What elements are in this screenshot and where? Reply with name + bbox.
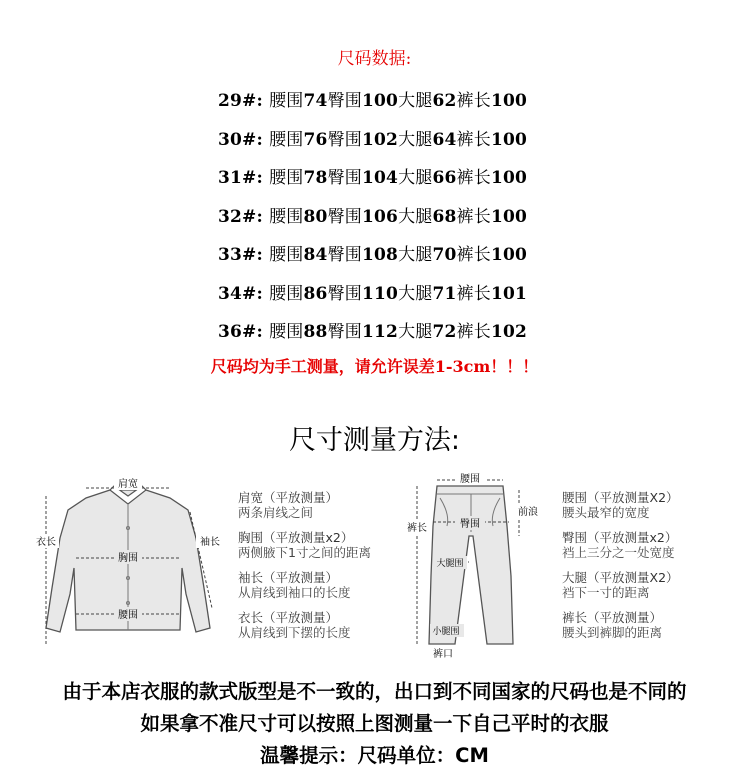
size-data-title: 尺码数据:	[337, 49, 412, 69]
size-row: 36#: 腰围88臀围112大腿72裤长102	[218, 322, 528, 342]
measurement-method-title: 尺寸测量方法:	[288, 425, 461, 456]
size-row: 32#: 腰围80臀围106大腿68裤长100	[218, 207, 528, 227]
desc-sleeve: 袖长（平放测量） 从肩线到袖口的长度	[238, 570, 351, 600]
desc-waist: 腰围（平放测量X2） 腰头最窄的宽度	[562, 490, 679, 520]
pants-hem-label: 裤口	[433, 649, 453, 660]
shirt-sleeve-label: 袖长	[200, 537, 220, 548]
pants-hip-label: 臀围	[460, 519, 480, 530]
shirt-shoulder-label: 肩宽	[118, 479, 138, 490]
pants-length-label: 裤长	[407, 523, 427, 534]
size-row: 33#: 腰围84臀围108大腿70裤长100	[218, 245, 528, 265]
desc-chest: 胸围（平放测量x2） 两侧腋下1寸之间的距离	[238, 530, 371, 560]
desc-shirt-length: 衣长（平放测量） 从肩线到下摆的长度	[238, 610, 351, 640]
measurement-error-note: 尺码均为手工测量，请允许误差1-3cm！！！	[210, 357, 539, 376]
shirt-diagram	[30, 468, 235, 654]
shirt-waist-label: 腰围	[118, 610, 138, 621]
footer-line-3: 温馨提示：尺码单位：CM	[260, 744, 489, 767]
pants-calf-label: 小腿围	[432, 627, 460, 637]
footer-line-1: 由于本店衣服的款式版型是不一致的，出口到不同国家的尺码也是不同的	[62, 680, 687, 703]
desc-shoulder: 肩宽（平放测量） 两条肩线之间	[238, 490, 339, 520]
footer-line-2: 如果拿不准尺寸可以按照上图测量一下自己平时的衣服	[140, 712, 609, 735]
shirt-length-label: 衣长	[36, 537, 56, 548]
pants-rise-label: 前浪	[518, 507, 538, 518]
pants-descriptions	[562, 490, 679, 650]
desc-hip: 臀围（平放测量x2） 裆上三分之一处宽度	[562, 530, 678, 560]
size-row: 30#: 腰围76臀围102大腿64裤长100	[218, 130, 528, 150]
size-row: 34#: 腰围86臀围110大腿71裤长101	[218, 284, 528, 304]
size-row: 31#: 腰围78臀围104大腿66裤长100	[218, 168, 528, 188]
pants-waist-label: 腰围	[460, 474, 480, 485]
shirt-chest-label: 胸围	[118, 553, 138, 564]
size-row: 29#: 腰围74臀围100大腿62裤长100	[218, 91, 528, 111]
pants-thigh-label: 大腿围	[436, 559, 464, 569]
desc-pants-length: 裤长（平放测量） 腰头到裤脚的距离	[562, 610, 663, 640]
desc-thigh: 大腿（平放测量X2） 裆下一寸的距离	[562, 570, 679, 600]
shirt-descriptions	[238, 490, 371, 650]
pants-diagram	[395, 466, 555, 662]
